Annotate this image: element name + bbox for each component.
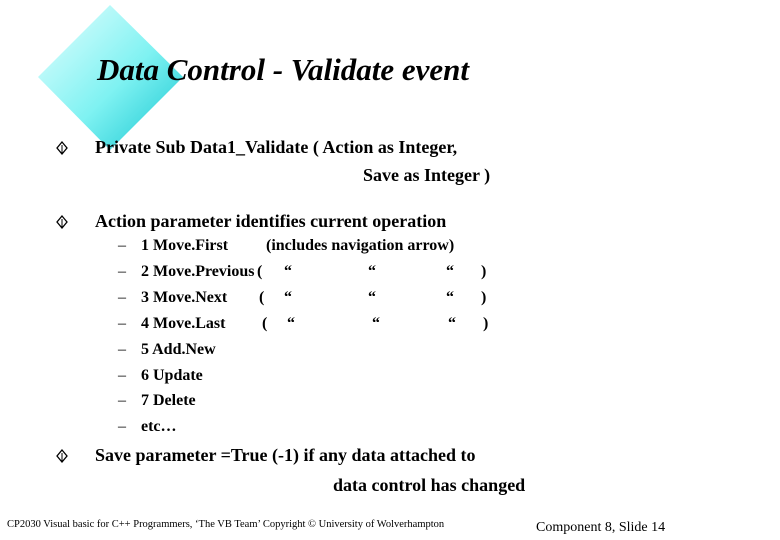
sub-item-label: 3 Move.Next <box>141 289 228 306</box>
bullet-text-line2: Save as Integer ) <box>363 165 491 185</box>
sub-item-label: etc… <box>141 418 177 435</box>
sub-item-add-new <box>118 341 216 359</box>
diamond-bullet-icon <box>55 449 69 463</box>
sub-item-close-paren: ) <box>481 263 487 280</box>
bullet-text-line1: Private Sub Data1_Validate ( Action as Integer, <box>95 137 458 157</box>
bullet-text-line2: data control has changed <box>333 475 526 495</box>
footer-slide-number: Component 8, Slide 14 <box>536 520 666 535</box>
sub-item-label: 4 Move.Last <box>141 315 226 332</box>
diamond-bullet-icon <box>55 141 69 155</box>
dash-marker: – <box>118 315 126 332</box>
sub-item-delete <box>118 392 196 410</box>
sub-item-move-last <box>118 315 489 333</box>
sub-item-open-paren: ( <box>262 315 268 332</box>
sub-item-etc <box>118 418 177 436</box>
sub-item-label: 6 Update <box>141 367 203 384</box>
slide-title: Data Control - Validate event <box>97 52 469 87</box>
dash-marker: – <box>118 392 126 409</box>
sub-item-note: (includes navigation arrow) <box>266 237 455 254</box>
sub-item-label: 7 Delete <box>141 392 196 409</box>
dash-marker: – <box>118 289 126 306</box>
sub-item-move-first <box>118 237 455 255</box>
sub-item-ditto-1: “ <box>284 289 292 306</box>
sub-item-ditto-3: “ <box>446 263 454 280</box>
dash-marker: – <box>118 367 126 384</box>
dash-marker: – <box>118 237 126 254</box>
sub-item-move-previous <box>118 263 487 281</box>
sub-item-ditto-2: “ <box>368 263 376 280</box>
dash-marker: – <box>118 263 126 280</box>
sub-item-label: 2 Move.Previous <box>141 263 255 280</box>
sub-item-ditto-2: “ <box>368 289 376 306</box>
sub-item-open-paren: ( <box>259 289 265 306</box>
bullet-text-line1: Save parameter =True (-1) if any data attached to <box>95 445 476 465</box>
sub-item-ditto-3: “ <box>446 289 454 306</box>
sub-item-ditto-1: “ <box>284 263 292 280</box>
diamond-bullet-icon <box>55 215 69 229</box>
footer-copyright: CP2030 Visual basic for C++ Programmers, ‘The VB Team’ Copyright © University of Wolverhampton <box>7 519 445 530</box>
dash-marker: – <box>118 341 126 358</box>
dash-marker: – <box>118 418 126 435</box>
bullet-text-line1: Action parameter identifies current operation <box>95 211 447 231</box>
sub-item-ditto-1: “ <box>287 315 295 332</box>
sub-item-label: 5 Add.New <box>141 341 216 358</box>
sub-item-open-paren: ( <box>257 263 263 280</box>
sub-item-close-paren: ) <box>483 315 489 332</box>
sub-item-close-paren: ) <box>481 289 487 306</box>
sub-item-update <box>118 367 203 385</box>
sub-item-ditto-2: “ <box>372 315 380 332</box>
sub-item-move-next <box>118 289 487 307</box>
sub-item-label: 1 Move.First <box>141 237 229 254</box>
sub-item-ditto-3: “ <box>448 315 456 332</box>
